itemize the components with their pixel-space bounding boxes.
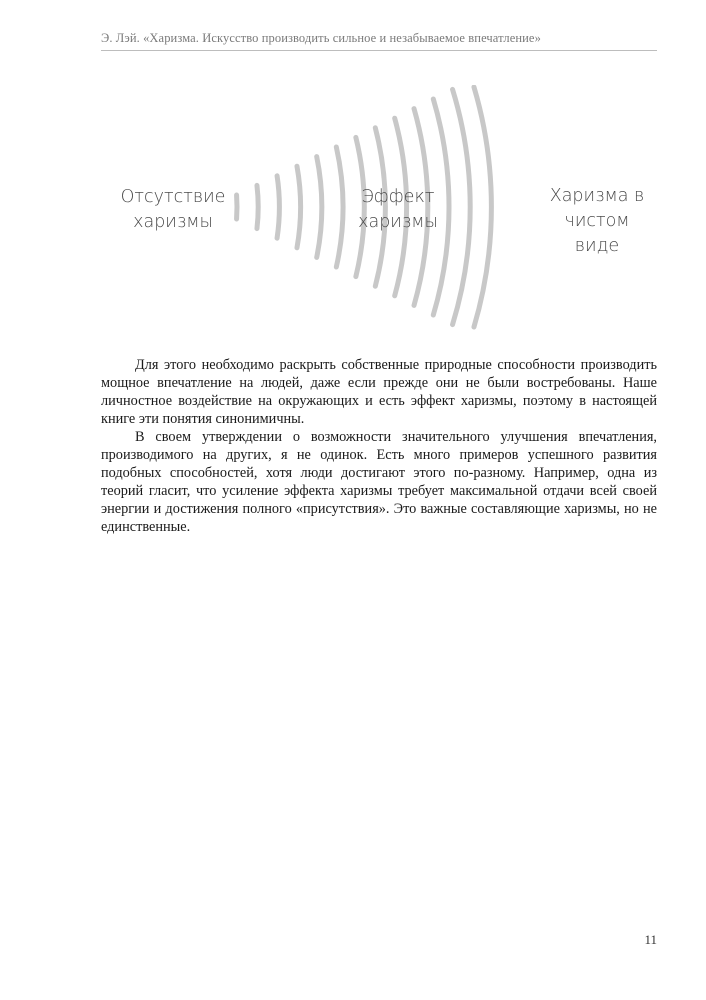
label-no-charisma: Отсутствие харизмы bbox=[120, 187, 226, 232]
label-pure-charisma: Харизма в чистом виде bbox=[549, 186, 645, 256]
paragraph: Для этого необходимо раскрыть собственные природные способности производить мощное впечатление на людей, даже если прежде они не были востребованы. Наше личностное воздействие на окружающих и есть эффект харизмы, поэтому в настоящей книге эти понятия синонимичны. bbox=[101, 357, 657, 427]
label-charisma-effect: Эффект харизмы bbox=[358, 187, 438, 232]
page-number: 11 bbox=[644, 932, 657, 947]
paragraph: В своем утверждении о возможности значительного улучшения впечатления, производимого на других, я не одинок. Есть много примеров успешного развития подобных способностей, хотя люди достигают этого по-разному. Например, одна из теорий гласит, что усиление эффекта харизмы требует максимальной отдачи всей своей энергии и достижения полного «присутствия». Это важные составляющие харизмы, но не единственные. bbox=[101, 429, 657, 535]
wave-arc bbox=[297, 166, 301, 248]
header-divider bbox=[101, 50, 657, 51]
wave-arc bbox=[317, 157, 322, 258]
wave-arc bbox=[257, 185, 258, 228]
body-text bbox=[101, 356, 657, 536]
charisma-diagram bbox=[100, 85, 660, 335]
wave-arc bbox=[474, 87, 491, 327]
wave-arc bbox=[277, 176, 279, 238]
running-header: Э. Лэй. «Харизма. Искусство производить сильное и незабываемое впечатление» bbox=[101, 31, 541, 45]
